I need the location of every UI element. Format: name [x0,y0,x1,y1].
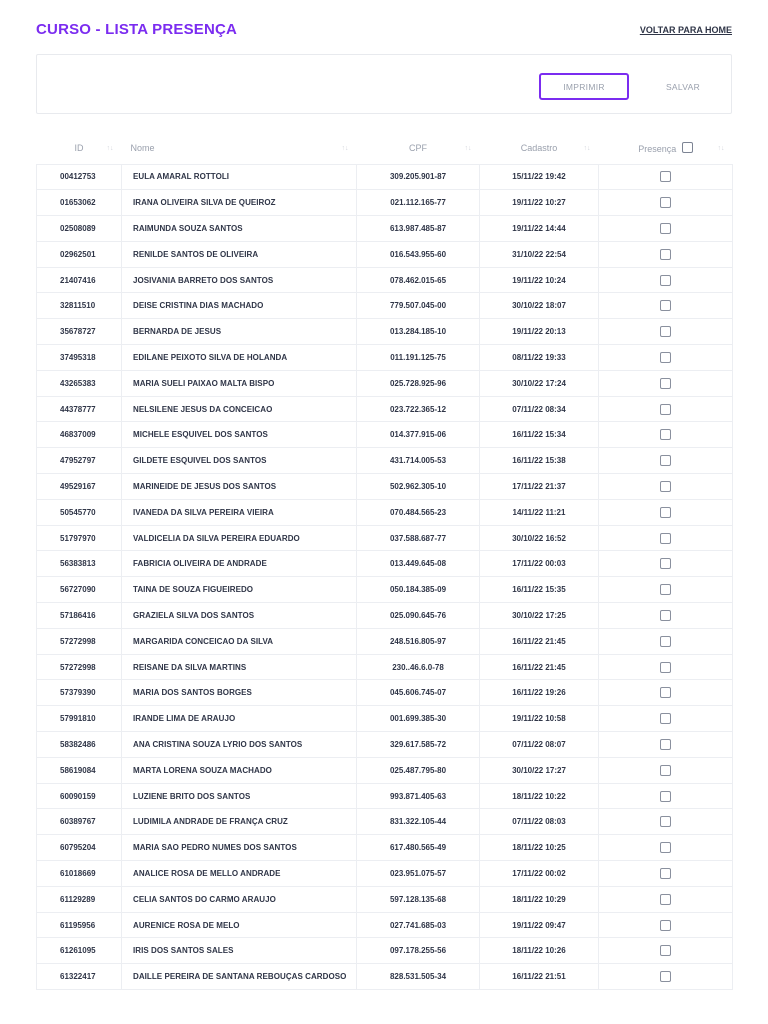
cell-cpf: 502.962.305-10 [357,474,480,500]
cell-name: TAINA DE SOUZA FIGUEIREDO [122,577,357,603]
presence-checkbox[interactable] [660,971,671,982]
cell-presenca [599,551,733,577]
cell-id: 50545770 [37,499,122,525]
cell-cadastro: 17/11/22 00:03 [480,551,599,577]
cell-cadastro: 15/11/22 19:42 [480,164,599,190]
page-title: CURSO - LISTA PRESENÇA [36,21,238,38]
cell-id: 37495318 [37,345,122,371]
cell-cadastro: 18/11/22 10:26 [480,938,599,964]
cell-id: 60090159 [37,783,122,809]
cell-cpf: 779.507.045-00 [357,293,480,319]
cell-name: MARTA LORENA SOUZA MACHADO [122,757,357,783]
table-body [37,164,733,990]
home-link[interactable]: VOLTAR PARA HOME [639,25,732,35]
cell-id: 01653062 [37,190,122,216]
table-header-row [37,133,733,164]
cell-presenca [599,370,733,396]
cell-name: MARIA SAO PEDRO NUMES DOS SANTOS [122,835,357,861]
cell-presenca [599,164,733,190]
cell-cadastro: 07/11/22 08:34 [480,396,599,422]
cell-name: RENILDE SANTOS DE OLIVEIRA [122,241,357,267]
presence-checkbox[interactable] [660,662,671,673]
presence-checkbox[interactable] [660,584,671,595]
presence-checkbox[interactable] [660,687,671,698]
table-row [37,835,733,861]
cell-cpf: 993.871.405-63 [357,783,480,809]
cell-name: BERNARDA DE JESUS [122,319,357,345]
table-row [37,164,733,190]
cell-cadastro: 19/11/22 09:47 [480,912,599,938]
cell-presenca [599,293,733,319]
presence-checkbox[interactable] [660,275,671,286]
presence-checkbox[interactable] [660,507,671,518]
save-button[interactable]: SALVAR [655,73,711,100]
column-header-label: ID [74,143,84,154]
table-row [37,216,733,242]
presence-checkbox[interactable] [660,610,671,621]
cell-cpf: 309.205.901-87 [357,164,480,190]
cell-cadastro: 07/11/22 08:03 [480,809,599,835]
presence-checkbox[interactable] [660,636,671,647]
cell-id: 21407416 [37,267,122,293]
table-row [37,783,733,809]
cell-cpf: 078.462.015-65 [357,267,480,293]
presence-checkbox[interactable] [660,455,671,466]
sort-icon[interactable]: ↑↓ [717,145,725,152]
cell-cpf: 248.516.805-97 [357,628,480,654]
column-header-cadastro[interactable] [480,133,599,164]
cell-presenca [599,938,733,964]
cell-presenca [599,732,733,758]
presence-checkbox[interactable] [660,533,671,544]
cell-id: 00412753 [37,164,122,190]
table-row [37,706,733,732]
cell-id: 57186416 [37,603,122,629]
presence-checkbox[interactable] [660,378,671,389]
presence-checkbox[interactable] [660,404,671,415]
cell-cadastro: 19/11/22 20:13 [480,319,599,345]
cell-id: 61129289 [37,886,122,912]
cell-presenca [599,964,733,990]
cell-cpf: 023.951.075-57 [357,861,480,887]
cell-id: 35678727 [37,319,122,345]
cell-id: 02508089 [37,216,122,242]
presence-checkbox[interactable] [660,791,671,802]
presence-checkbox[interactable] [660,558,671,569]
cell-presenca [599,654,733,680]
cell-id: 43265383 [37,370,122,396]
cell-presenca [599,267,733,293]
cell-name: EULA AMARAL ROTTOLI [122,164,357,190]
cell-presenca [599,345,733,371]
action-panel [36,54,732,114]
cell-cadastro: 07/11/22 08:07 [480,732,599,758]
cell-cadastro: 08/11/22 19:33 [480,345,599,371]
cell-name: AURENICE ROSA DE MELO [122,912,357,938]
cell-cpf: 045.606.745-07 [357,680,480,706]
cell-presenca [599,216,733,242]
cell-cpf: 025.487.795-80 [357,757,480,783]
cell-name: MICHELE ESQUIVEL DOS SANTOS [122,422,357,448]
cell-name: IRIS DOS SANTOS SALES [122,938,357,964]
cell-cadastro: 19/11/22 10:58 [480,706,599,732]
presence-checkbox[interactable] [660,765,671,776]
cell-name: GRAZIELA SILVA DOS SANTOS [122,603,357,629]
cell-presenca [599,912,733,938]
presence-checkbox[interactable] [660,920,671,931]
cell-presenca [599,809,733,835]
table-row [37,319,733,345]
cell-name: ANA CRISTINA SOUZA LYRIO DOS SANTOS [122,732,357,758]
cell-id: 49529167 [37,474,122,500]
cell-cadastro: 30/10/22 17:25 [480,603,599,629]
presence-checkbox[interactable] [660,894,671,905]
cell-cpf: 027.741.685-03 [357,912,480,938]
presence-checkbox[interactable] [660,223,671,234]
cell-cadastro: 18/11/22 10:29 [480,886,599,912]
cell-name: MARIA SUELI PAIXAO MALTA BISPO [122,370,357,396]
presence-checkbox[interactable] [660,868,671,879]
cell-presenca [599,835,733,861]
cell-id: 60389767 [37,809,122,835]
cell-cpf: 001.699.385-30 [357,706,480,732]
cell-id: 47952797 [37,448,122,474]
cell-cadastro: 19/11/22 14:44 [480,216,599,242]
cell-cadastro: 30/10/22 16:52 [480,525,599,551]
cell-cpf: 831.322.105-44 [357,809,480,835]
cell-id: 44378777 [37,396,122,422]
table-row [37,370,733,396]
table-row [37,474,733,500]
cell-name: LUZIENE BRITO DOS SANTOS [122,783,357,809]
cell-id: 32811510 [37,293,122,319]
cell-id: 61195956 [37,912,122,938]
cell-cadastro: 16/11/22 15:35 [480,577,599,603]
table-row [37,680,733,706]
presence-checkbox[interactable] [660,300,671,311]
table-row [37,448,733,474]
cell-cpf: 013.284.185-10 [357,319,480,345]
cell-cpf: 021.112.165-77 [357,190,480,216]
cell-cpf: 597.128.135-68 [357,886,480,912]
cell-cadastro: 14/11/22 11:21 [480,499,599,525]
presence-checkbox[interactable] [660,326,671,337]
cell-presenca [599,706,733,732]
presence-checkbox[interactable] [660,945,671,956]
cell-name: JOSIVANIA BARRETO DOS SANTOS [122,267,357,293]
presence-checkbox[interactable] [660,481,671,492]
presence-checkbox[interactable] [660,249,671,260]
cell-presenca [599,886,733,912]
cell-cpf: 025.728.925-96 [357,370,480,396]
cell-name: FABRICIA OLIVEIRA DE ANDRADE [122,551,357,577]
table-row [37,964,733,990]
table-row [37,345,733,371]
cell-cpf: 011.191.125-75 [357,345,480,371]
attendance-table [36,133,733,990]
attendance-table-wrapper [36,133,732,990]
cell-presenca [599,241,733,267]
presence-checkbox[interactable] [660,816,671,827]
cell-id: 02962501 [37,241,122,267]
column-header-presenca[interactable] [599,133,733,164]
cell-name: DAILLE PEREIRA DE SANTANA REBOUÇAS CARDOSO [122,964,357,990]
cell-id: 60795204 [37,835,122,861]
cell-cadastro: 16/11/22 19:26 [480,680,599,706]
cell-id: 57272998 [37,628,122,654]
cell-name: VALDICELIA DA SILVA PEREIRA EDUARDO [122,525,357,551]
cell-id: 56727090 [37,577,122,603]
cell-presenca [599,396,733,422]
cell-cpf: 050.184.385-09 [357,577,480,603]
cell-id: 57379390 [37,680,122,706]
select-all-checkbox[interactable] [682,142,693,153]
cell-cpf: 013.449.645-08 [357,551,480,577]
sort-icon[interactable]: ↑↓ [583,145,591,152]
table-row [37,267,733,293]
cell-presenca [599,190,733,216]
cell-presenca [599,448,733,474]
cell-cadastro: 31/10/22 22:54 [480,241,599,267]
print-button[interactable]: IMPRIMIR [539,73,629,100]
cell-name: EDILANE PEIXOTO SILVA DE HOLANDA [122,345,357,371]
cell-name: IVANEDA DA SILVA PEREIRA VIEIRA [122,499,357,525]
cell-presenca [599,628,733,654]
sort-icon[interactable]: ↑↓ [464,145,472,152]
cell-name: IRANDE LIMA DE ARAUJO [122,706,357,732]
cell-id: 58382486 [37,732,122,758]
column-header-name[interactable] [122,133,357,164]
presence-checkbox[interactable] [660,197,671,208]
cell-cpf: 023.722.365-12 [357,396,480,422]
column-header-label: Nome [130,143,155,154]
presence-checkbox[interactable] [660,171,671,182]
column-header-id[interactable] [37,133,122,164]
table-row [37,241,733,267]
cell-name: LUDIMILA ANDRADE DE FRANÇA CRUZ [122,809,357,835]
table-row [37,809,733,835]
table-row [37,861,733,887]
table-row [37,603,733,629]
cell-cpf: 097.178.255-56 [357,938,480,964]
cell-cadastro: 19/11/22 10:27 [480,190,599,216]
cell-cpf: 230..46.6.0-78 [357,654,480,680]
cell-cadastro: 30/10/22 18:07 [480,293,599,319]
cell-cadastro: 17/11/22 21:37 [480,474,599,500]
presence-checkbox[interactable] [660,429,671,440]
cell-id: 57991810 [37,706,122,732]
table-row [37,757,733,783]
table-row [37,886,733,912]
cell-presenca [599,422,733,448]
cell-name: REISANE DA SILVA MARTINS [122,654,357,680]
table-row [37,190,733,216]
table-row [37,732,733,758]
cell-name: CELIA SANTOS DO CARMO ARAUJO [122,886,357,912]
cell-presenca [599,319,733,345]
cell-cpf: 016.543.955-60 [357,241,480,267]
column-header-label: Cadastro [520,143,558,154]
table-row [37,396,733,422]
presence-checkbox[interactable] [660,352,671,363]
cell-name: GILDETE ESQUIVEL DOS SANTOS [122,448,357,474]
column-header-cpf[interactable] [357,133,480,164]
cell-presenca [599,577,733,603]
cell-name: IRANA OLIVEIRA SILVA DE QUEIROZ [122,190,357,216]
cell-cadastro: 16/11/22 15:38 [480,448,599,474]
cell-id: 46837009 [37,422,122,448]
cell-id: 58619084 [37,757,122,783]
cell-cpf: 617.480.565-49 [357,835,480,861]
cell-cpf: 431.714.005-53 [357,448,480,474]
cell-id: 61261095 [37,938,122,964]
cell-cpf: 070.484.565-23 [357,499,480,525]
column-header-label: Presença [638,144,677,155]
cell-name: MARIA DOS SANTOS BORGES [122,680,357,706]
cell-presenca [599,603,733,629]
cell-presenca [599,499,733,525]
cell-presenca [599,680,733,706]
cell-cadastro: 16/11/22 21:51 [480,964,599,990]
cell-presenca [599,783,733,809]
cell-name: RAIMUNDA SOUZA SANTOS [122,216,357,242]
cell-presenca [599,861,733,887]
cell-cadastro: 30/10/22 17:27 [480,757,599,783]
cell-id: 57272998 [37,654,122,680]
cell-cadastro: 19/11/22 10:24 [480,267,599,293]
cell-name: MARGARIDA CONCEICAO DA SILVA [122,628,357,654]
cell-presenca [599,525,733,551]
cell-name: DEISE CRISTINA DIAS MACHADO [122,293,357,319]
table-row [37,912,733,938]
column-header-label: CPF [409,143,427,154]
cell-cadastro: 18/11/22 10:25 [480,835,599,861]
cell-presenca [599,757,733,783]
table-row [37,938,733,964]
table-row [37,293,733,319]
cell-cadastro: 16/11/22 21:45 [480,654,599,680]
cell-cpf: 613.987.485-87 [357,216,480,242]
cell-cadastro: 18/11/22 10:22 [480,783,599,809]
cell-cadastro: 17/11/22 00:02 [480,861,599,887]
cell-cpf: 828.531.505-34 [357,964,480,990]
table-row [37,422,733,448]
cell-name: ANALICE ROSA DE MELLO ANDRADE [122,861,357,887]
presence-checkbox[interactable] [660,713,671,724]
cell-id: 61018669 [37,861,122,887]
cell-cadastro: 30/10/22 17:24 [480,370,599,396]
cell-id: 51797970 [37,525,122,551]
sort-icon[interactable]: ↑↓ [106,145,114,152]
table-row [37,525,733,551]
cell-cpf: 014.377.915-06 [357,422,480,448]
table-row [37,628,733,654]
cell-presenca [599,474,733,500]
table-row [37,577,733,603]
table-row [37,551,733,577]
sort-icon[interactable]: ↑↓ [341,145,349,152]
cell-cpf: 329.617.585-72 [357,732,480,758]
table-row [37,654,733,680]
cell-cpf: 037.588.687-77 [357,525,480,551]
presence-checkbox[interactable] [660,842,671,853]
cell-cadastro: 16/11/22 15:34 [480,422,599,448]
cell-cadastro: 16/11/22 21:45 [480,628,599,654]
presence-checkbox[interactable] [660,739,671,750]
cell-cpf: 025.090.645-76 [357,603,480,629]
cell-name: NELSILENE JESUS DA CONCEICAO [122,396,357,422]
cell-id: 56383813 [37,551,122,577]
table-row [37,499,733,525]
cell-name: MARINEIDE DE JESUS DOS SANTOS [122,474,357,500]
cell-id: 61322417 [37,964,122,990]
